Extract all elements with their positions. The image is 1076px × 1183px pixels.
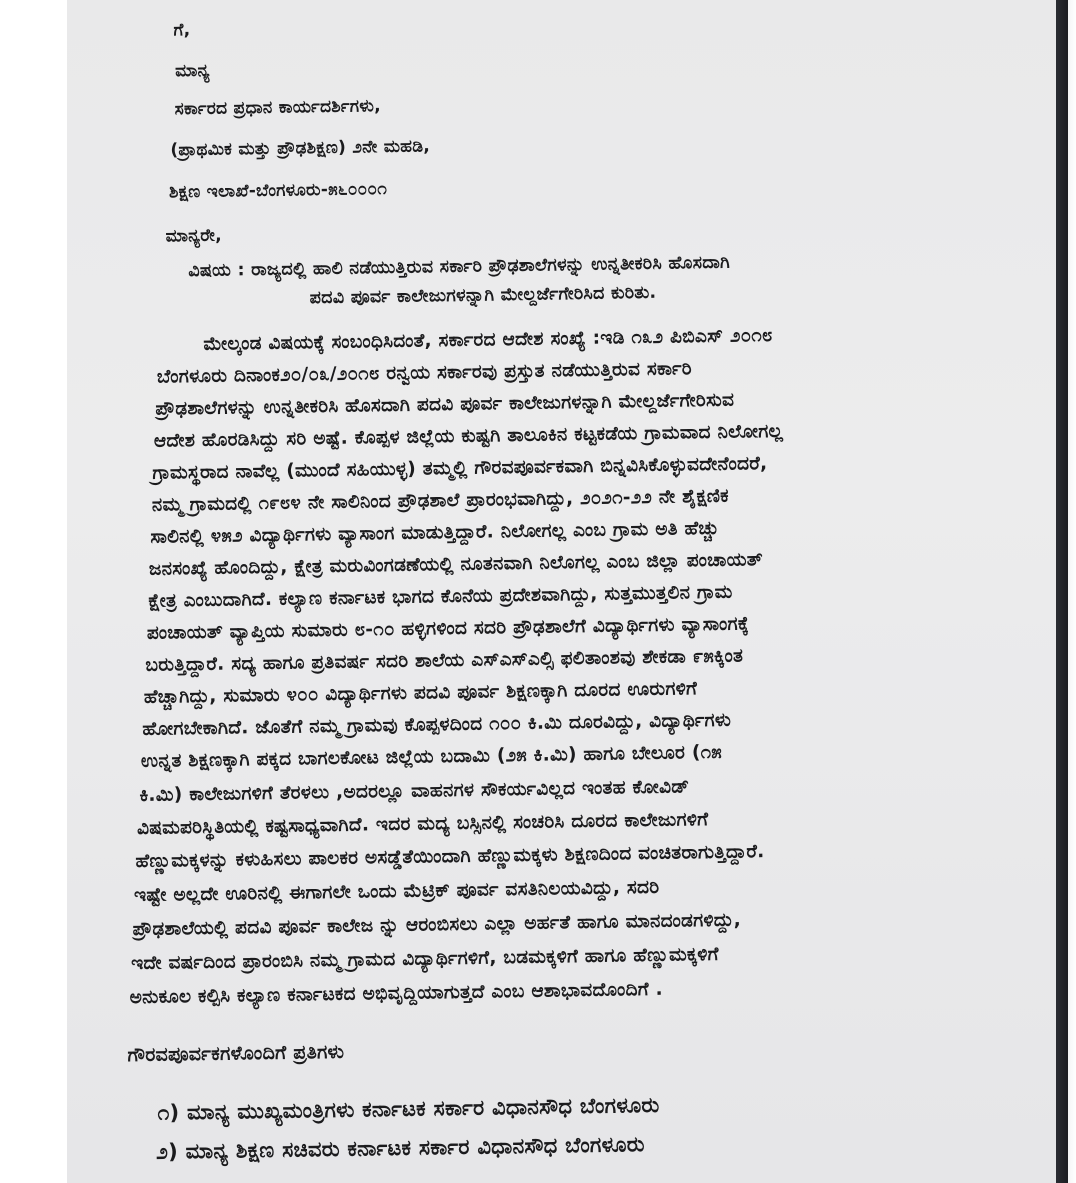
- body-line: ಕ್ಷೇತ್ರ ಎಂಬುದಾಗಿದೆ. ಕಲ್ಯಾಣ ಕರ್ನಾಟಕ ಭಾಗದ ಕೊನೆಯ ಪ್ರದೇಶವಾಗಿದ್ದು, ಸುತ್ತಮುತ್ತಲಿನ ಗ್ರಾಮ: [148, 581, 733, 612]
- body-line: ಪಂಚಾಯತ್ ವ್ಯಾಪ್ತಿಯ ಸುಮಾರು ೮-೧೦ ಹಳ್ಳಿಗಳಿಂದ ಸದರಿ ಪ್ರೌಢಶಾಲೆಗೆ ವಿದ್ಯಾರ್ಥಿಗಳು ವ್ಯಾಸಾಂಗಕ್ಕೆ: [146, 613, 750, 644]
- body-line: ಉನ್ನತ ಶಿಕ್ಷಣಕ್ಕಾಗಿ ಪಕ್ಕದ ಬಾಗಲಕೋಟ ಜಿಲ್ಲೆಯ ಬದಾಮಿ (೨೫ ಕಿ.ಮಿ) ಹಾಗೂ ಬೇಲೂರ (೧೫: [140, 741, 723, 772]
- body-line: ಪ್ರೌಢಶಾಲೆಗಳನ್ನು ಉನ್ನತೀಕರಿಸಿ ಹೊಸದಾಗಿ ಪದವಿ ಪೂರ್ವ ಕಾಲೇಜುಗಳನ್ನಾಗಿ ಮೇಲ್ದರ್ಜೆಗೇರಿಸುವ: [155, 389, 735, 420]
- left-margin: [0, 0, 67, 1183]
- body-line: ಇಷ್ಟೇ ಅಲ್ಲದೇ ಊರಿನಲ್ಲಿ ಈಗಾಗಲೇ ಒಂದು ಮೆಟ್ರಿಕ್ ಪೂರ್ವ ವಸತಿನಿಲಯವಿದ್ದು, ಸದರಿ: [133, 876, 660, 907]
- body-line: ಕಿ.ಮಿ) ಕಾಲೇಜುಗಳಿಗೆ ತೆರಳಲು ,ಅದರಲ್ಲೂ ವಾಹನಗಳ ಸೌಕರ್ಯವಿಲ್ಲದ ಇಂತಹ ಕೋವಿಡ್: [139, 776, 690, 806]
- subject-line: ವಿಷಯ : ರಾಜ್ಯದಲ್ಲಿ ಹಾಲಿ ನಡೆಯುತ್ತಿರುವ ಸರ್ಕಾರಿ ಪ್ರೌಢಶಾಲೆಗಳನ್ನು ಉನ್ನತೀಕರಿಸಿ ಹೊಸದಾಗಿ: [188, 252, 731, 282]
- letter-document: [67, 0, 1074, 1183]
- subject-line: ಪದವಿ ಪೂರ್ವ ಕಾಲೇಜುಗಳನ್ನಾಗಿ ಮೇಲ್ದರ್ಜೆಗೇರಿಸಿದ ಕುರಿತು.: [309, 282, 657, 309]
- body-line: ಜನಸಂಖ್ಯೆ ಹೊಂದಿದ್ದು, ಕ್ಷೇತ್ರ ಮರುವಿಂಗಡಣೆಯಲ್ಲಿ ನೂತನವಾಗಿ ನಿಲೊಗಲ್ಲ ಎಂಬ ಜಿಲ್ಲಾ ಪಂಚಾಯತ್: [148, 549, 764, 580]
- address-line: (ಪ್ರಾಥಮಿಕ ಮತ್ತು ಪ್ರೌಢಶಿಕ್ಷಣ) ೨ನೇ ಮಹಡಿ,: [170, 136, 431, 161]
- copy-recipient: ೧) ಮಾನ್ಯ ಮುಖ್ಯಮಂತ್ರಿಗಳು ಕರ್ನಾಟಕ ಸರ್ಕಾರ ವಿಧಾನಸೌಧ ಬೆಂಗಳೂರು: [157, 1092, 660, 1125]
- body-line: ಮೇಲ್ಕಂಡ ವಿಷಯಕ್ಕೆ ಸಂಬಂಧಿಸಿದಂತೆ, ಸರ್ಕಾರದ ಆದೇಶ ಸಂಖ್ಯೆ :ಇಡಿ ೧೩೨ ಪಿಬಿಎಸ್ ೨೦೧೮: [203, 324, 773, 355]
- body-line: ಹೆಚ್ಚಾಗಿದ್ದು, ಸುಮಾರು ೪೦೦ ವಿದ್ಯಾರ್ಥಿಗಳು ಪದವಿ ಪೂರ್ವ ಶಿಕ್ಷಣಕ್ಕಾಗಿ ದೂರದ ಊರುಗಳಿಗೆ: [143, 678, 698, 708]
- body-line: ಆದೇಶ ಹೊರಡಿಸಿದ್ದು ಸರಿ ಅಷ್ಟೆ. ಕೊಪ್ಪಳ ಜಿಲ್ಲೆಯ ಕುಷ್ಟಗಿ ತಾಲೂಕಿನ ಕಟ್ಟಕಡೆಯ ಗ್ರಾಮವಾದ ನಿಲೋಗಲ್ಲ: [153, 420, 784, 452]
- body-line: ಬರುತ್ತಿದ್ದಾರೆ. ಸದ್ಯ ಹಾಗೂ ಪ್ರತಿವರ್ಷ ಸದರಿ ಶಾಲೆಯ ಎಸ್ಎಸ್ಎಲ್ಸಿ ಫಲಿತಾಂಶವು ಶೇಕಡಾ ೯೫ಕ್ಕಿಂತ: [145, 645, 744, 676]
- closing-line: ಗೌರವಪೂರ್ವಕಗಳೊಂದಿಗೆ ಪ್ರತಿಗಳು: [127, 1040, 345, 1067]
- body-line: ಬೆಂಗಳೂರು ದಿನಾಂಕ೨೦/೦೩/೨೦೧೮ ರನ್ವಯ ಸರ್ಕಾರವು ಪ್ರಸ್ತುತ ನಡೆಯುತ್ತಿರುವ ಸರ್ಕಾರಿ: [156, 358, 693, 388]
- salutation: ಮಾನ್ಯರೇ,: [165, 225, 223, 247]
- body-line: ನಮ್ಮ ಗ್ರಾಮದಲ್ಲಿ ೧೯೮೪ ನೇ ಸಾಲಿನಿಂದ ಪ್ರೌಢಶಾಲೆ ಪ್ರಾರಂಭವಾಗಿದ್ದು, ೨೦೨೧-೨೨ ನೇ ಶೈಕ್ಷಣಿಕ: [151, 485, 730, 516]
- body-line: ವಿಷಮಪರಿಸ್ಥಿತಿಯಲ್ಲಿ ಕಷ್ಟಸಾಧ್ಯವಾಗಿದೆ. ಇದರ ಮದ್ಯ ಬಸ್ಸಿನಲ್ಲಿ ಸಂಚರಿಸಿ ದೂರದ ಕಾಲೇಜುಗಳಿಗೆ: [136, 809, 709, 840]
- address-line: ಶಿಕ್ಷಣ ಇಲಾಖೆ-ಬೆಂಗಳೂರು-೫೬೦೦೦೧: [168, 178, 388, 203]
- body-line: ಅನುಕೂಲ ಕಲ್ಪಿಸಿ ಕಲ್ಯಾಣ ಕರ್ನಾಟಕದ ಅಭಿವೃದ್ದಿಯಾಗುತ್ತದೆ ಎಂಬ ಆಶಾಭಾವದೊಂದಿಗೆ .: [129, 978, 664, 1009]
- body-line: ಪ್ರೌಢಶಾಲೆಯಲ್ಲಿ ಪದವಿ ಪೂರ್ವ ಕಾಲೇಜ ನ್ನು ಆರಂಬಿಸಲು ಎಲ್ಲಾ ಅರ್ಹತೆ ಹಾಗೂ ಮಾನದಂಡಗಳಿದ್ದು,: [132, 909, 742, 941]
- address-line: ಮಾನ್ಯ: [174, 60, 210, 82]
- address-line: ಗೆ,: [173, 20, 191, 41]
- copy-recipient: ೨) ಮಾನ್ಯ ಶಿಕ್ಷಣ ಸಚಿವರು ಕರ್ನಾಟಕ ಸರ್ಕಾರ ವಿಧಾನಸೌಧ ಬೆಂಗಳೂರು: [155, 1132, 645, 1164]
- body-line: ಹೋಗಬೇಕಾಗಿದೆ. ಜೊತೆಗೆ ನಮ್ಮ ಗ್ರಾಮವು ಕೊಪ್ಪಳದಿಂದ ೧೦೦ ಕಿ.ಮಿ ದೂರವಿದ್ದು, ವಿದ್ಯಾರ್ಥಿಗಳು: [142, 709, 732, 740]
- cropped-line: [50, 1168, 750, 1180]
- body-line: ಇದೇ ವರ್ಷದಿಂದ ಪ್ರಾರಂಬಿಸಿ ನಮ್ಮ ಗ್ರಾಮದ ವಿದ್ಯಾರ್ಥಿಗಳಿಗೆ, ಬಡಮಕ್ಕಳಿಗೆ ಹಾಗೂ ಹೆಣ್ಣುಮಕ್ಕಳಿಗೆ: [130, 943, 719, 975]
- body-line: ಸಾಲಿನಲ್ಲಿ ೪೫೨ ವಿದ್ಯಾರ್ಥಿಗಳು ವ್ಯಾಸಾಂಗ ಮಾಡುತ್ತಿದ್ದಾರೆ. ನಿಲೋಗಲ್ಲ ಎಂಬ ಗ್ರಾಮ ಅತಿ ಹೆಚ್ಚು: [150, 517, 720, 548]
- address-line: ಸರ್ಕಾರದ ಪ್ರಧಾನ ಕಾರ್ಯದರ್ಶಿಗಳು,: [174, 96, 382, 120]
- body-line: ಗ್ರಾಮಸ್ಥರಾದ ನಾವೆಲ್ಲ (ಮುಂದೆ ಸಹಿಯುಳ್ಳ) ತಮ್ಮಲ್ಲಿ ಗೌರವಪೂರ್ವಕವಾಗಿ ಬಿನ್ನವಿಸಿಕೊಳ್ಳುವದೇನೆಂದರೆ,: [152, 453, 768, 484]
- body-line: ಹೆಣ್ಣುಮಕ್ಕಳನ್ನು ಕಳುಹಿಸಲು ಪಾಲಕರ ಅಸಡ್ಡೆತೆಯಿಂದಾಗಿ ಹೆಣ್ಣುಮಕ್ಕಳು ಶಿಕ್ಷಣದಿಂದ ವಂಚಿತರಾಗುತ್ತಿದ್ದಾರೆ.: [135, 841, 765, 873]
